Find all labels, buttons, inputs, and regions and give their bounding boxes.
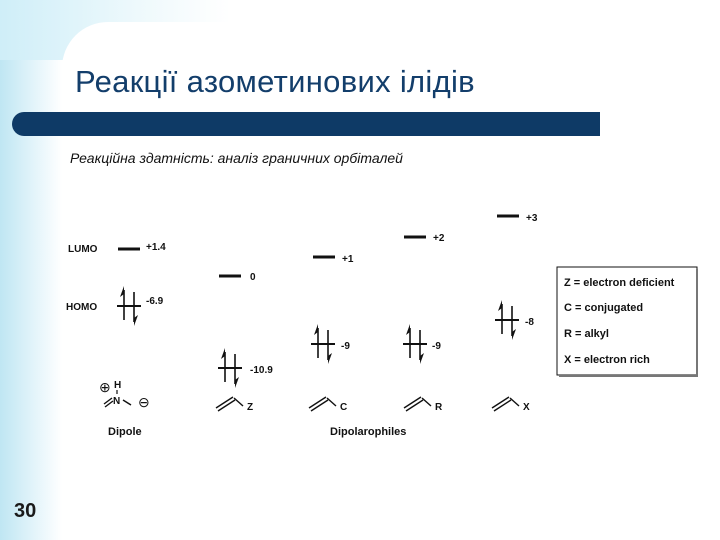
lumo-axis-label: LUMO	[68, 244, 98, 255]
minus-charge-icon: ⊖	[138, 394, 150, 410]
z-homo-value: -10.9	[250, 365, 273, 376]
dipolarophiles-caption: Dipolarophiles	[330, 426, 407, 438]
r-lumo-value: +2	[433, 233, 445, 244]
dipole-lumo-value: +1.4	[146, 242, 166, 253]
r-homo-value: -9	[432, 341, 441, 352]
dipolarophile-c-structure	[309, 397, 347, 413]
dipolarophile-z-structure	[216, 397, 253, 413]
dipole-homo-orbital	[117, 286, 141, 326]
r-homo-orbital	[403, 324, 427, 364]
z-substituent-label: Z	[247, 402, 254, 413]
c-lumo-value: +1	[342, 254, 354, 265]
dipolarophile-r-structure	[404, 397, 443, 413]
dipole-n-atom: N	[113, 396, 121, 407]
x-homo-orbital	[495, 300, 519, 340]
slide-subtitle: Реакційна здатність: аналіз граничних орбіталей	[70, 150, 403, 166]
dipole-homo-value: -6.9	[146, 296, 164, 307]
c-homo-orbital	[311, 324, 335, 364]
homo-axis-label: HOMO	[66, 302, 98, 313]
legend-entry-z: Z = electron deficient	[564, 277, 675, 289]
page-title: Реакції азометинових ілідів	[75, 64, 475, 99]
z-homo-orbital	[218, 348, 242, 388]
legend-entry-c: C = conjugated	[564, 302, 644, 314]
x-substituent-label: X	[523, 402, 530, 413]
dipolarophile-x-structure	[492, 397, 530, 413]
r-substituent-label: R	[435, 402, 443, 413]
x-lumo-value: +3	[526, 213, 538, 224]
dipole-structure	[99, 379, 150, 410]
dipole-h-atom: H	[114, 380, 122, 391]
legend-entry-r: R = alkyl	[564, 328, 609, 340]
plus-charge-icon: ⊕	[99, 379, 111, 395]
substituent-legend	[557, 267, 698, 377]
page-number: 30	[14, 500, 37, 522]
dipole-caption: Dipole	[108, 426, 142, 438]
c-homo-value: -9	[341, 341, 350, 352]
legend-entry-x: X = electron rich	[564, 354, 650, 366]
z-lumo-value: 0	[250, 272, 256, 283]
c-substituent-label: C	[340, 402, 348, 413]
x-homo-value: -8	[525, 317, 534, 328]
